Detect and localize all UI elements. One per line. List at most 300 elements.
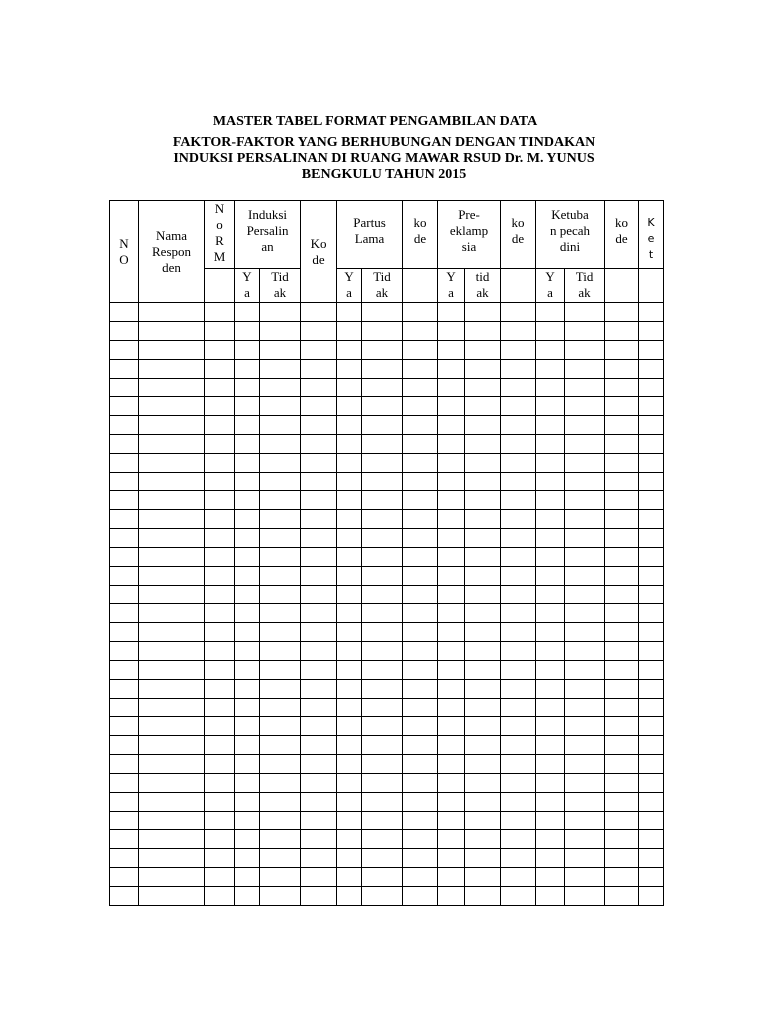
table-cell — [139, 830, 205, 849]
table-row — [110, 604, 664, 623]
table-cell — [536, 303, 565, 322]
table-cell — [536, 585, 565, 604]
table-cell — [639, 585, 664, 604]
table-cell — [639, 491, 664, 510]
table-cell — [301, 566, 337, 585]
table-cell — [536, 660, 565, 679]
table-cell — [438, 868, 465, 887]
table-cell — [639, 604, 664, 623]
table-cell — [565, 397, 605, 416]
table-cell — [605, 303, 639, 322]
table-row — [110, 397, 664, 416]
table-cell — [536, 623, 565, 642]
table-cell — [337, 755, 362, 774]
table-cell — [605, 435, 639, 454]
table-cell — [260, 886, 301, 905]
table-cell — [139, 811, 205, 830]
table-cell — [438, 359, 465, 378]
table-cell — [438, 830, 465, 849]
table-cell — [260, 378, 301, 397]
table-cell — [536, 604, 565, 623]
subheader-partus-tidak: Tid ak — [362, 269, 403, 303]
table-cell — [260, 566, 301, 585]
table-cell — [260, 529, 301, 548]
header-ketuban-pecah-dini: Ketuba n pecah dini — [536, 201, 605, 269]
table-cell — [565, 435, 605, 454]
table-cell — [301, 886, 337, 905]
table-cell — [301, 660, 337, 679]
table-cell — [438, 529, 465, 548]
table-cell — [110, 322, 139, 341]
table-cell — [501, 623, 536, 642]
header-nama-responden: Nama Respon den — [139, 201, 205, 303]
table-cell — [501, 773, 536, 792]
table-cell — [260, 773, 301, 792]
table-cell — [536, 755, 565, 774]
title-line-3: INDUKSI PERSALINAN DI RUANG MAWAR RSUD Dr. M. YUNUS — [173, 151, 595, 166]
table-row — [110, 698, 664, 717]
table-cell — [639, 340, 664, 359]
table-cell — [605, 340, 639, 359]
table-cell — [139, 642, 205, 661]
table-cell — [501, 303, 536, 322]
table-cell — [205, 604, 235, 623]
table-cell — [301, 698, 337, 717]
table-cell — [235, 830, 260, 849]
table-cell — [403, 340, 438, 359]
table-cell — [438, 397, 465, 416]
table-row — [110, 623, 664, 642]
table-cell — [605, 811, 639, 830]
table-cell — [139, 717, 205, 736]
table-cell — [438, 623, 465, 642]
table-cell — [362, 604, 403, 623]
table-cell — [110, 397, 139, 416]
table-cell — [639, 623, 664, 642]
table-row — [110, 773, 664, 792]
table-cell — [501, 359, 536, 378]
table-cell — [438, 811, 465, 830]
table-cell — [501, 717, 536, 736]
table-cell — [605, 378, 639, 397]
table-cell — [301, 472, 337, 491]
table-cell — [205, 340, 235, 359]
table-cell — [501, 435, 536, 454]
table-cell — [260, 303, 301, 322]
table-cell — [362, 642, 403, 661]
table-row — [110, 660, 664, 679]
table-cell — [565, 453, 605, 472]
table-cell — [501, 340, 536, 359]
table-cell — [205, 660, 235, 679]
table-cell — [639, 359, 664, 378]
header-no: N O — [110, 201, 139, 303]
header-induksi-persalinan: Induksi Persalin an — [235, 201, 301, 269]
table-cell — [110, 660, 139, 679]
title-line-2: FAKTOR-FAKTOR YANG BERHUBUNGAN DENGAN TINDAKAN — [172, 135, 596, 150]
table-cell — [139, 773, 205, 792]
subheader-kode-4-blank — [605, 269, 639, 303]
table-cell — [139, 303, 205, 322]
table-cell — [565, 773, 605, 792]
table-cell — [403, 792, 438, 811]
table-cell — [110, 623, 139, 642]
table-cell — [501, 491, 536, 510]
table-cell — [301, 510, 337, 529]
table-cell — [465, 698, 501, 717]
table-cell — [301, 585, 337, 604]
table-row — [110, 679, 664, 698]
subheader-kode-3-blank — [501, 269, 536, 303]
table-cell — [465, 811, 501, 830]
table-cell — [438, 416, 465, 435]
table-cell — [465, 849, 501, 868]
table-cell — [565, 340, 605, 359]
table-cell — [205, 397, 235, 416]
table-cell — [235, 849, 260, 868]
table-cell — [403, 378, 438, 397]
table-cell — [403, 397, 438, 416]
table-cell — [465, 453, 501, 472]
table-cell — [501, 868, 536, 887]
table-cell — [337, 510, 362, 529]
table-cell — [605, 868, 639, 887]
table-cell — [139, 472, 205, 491]
table-cell — [438, 585, 465, 604]
table-cell — [465, 378, 501, 397]
table-cell — [605, 491, 639, 510]
table-cell — [362, 660, 403, 679]
table-cell — [536, 340, 565, 359]
header-kode-1: Ko de — [301, 201, 337, 303]
subheader-preeklampsia-ya: Y a — [438, 269, 465, 303]
table-cell — [536, 529, 565, 548]
table-cell — [403, 510, 438, 529]
table-cell — [362, 491, 403, 510]
table-cell — [438, 886, 465, 905]
table-cell — [301, 623, 337, 642]
table-cell — [235, 453, 260, 472]
table-cell — [465, 397, 501, 416]
table-cell — [139, 435, 205, 454]
table-cell — [605, 623, 639, 642]
table-cell — [501, 547, 536, 566]
table-cell — [205, 472, 235, 491]
table-cell — [536, 435, 565, 454]
table-cell — [139, 453, 205, 472]
title-line-4: BENGKULU TAHUN 2015 — [301, 167, 467, 182]
table-row — [110, 340, 664, 359]
table-cell — [403, 698, 438, 717]
table-cell — [536, 472, 565, 491]
table-cell — [260, 736, 301, 755]
table-cell — [438, 679, 465, 698]
table-cell — [605, 359, 639, 378]
table-cell — [301, 378, 337, 397]
table-cell — [235, 529, 260, 548]
table-cell — [403, 453, 438, 472]
table-cell — [337, 453, 362, 472]
table-cell — [205, 322, 235, 341]
table-cell — [260, 491, 301, 510]
table-cell — [438, 547, 465, 566]
table-cell — [438, 322, 465, 341]
table-cell — [362, 472, 403, 491]
table-cell — [205, 773, 235, 792]
table-cell — [362, 755, 403, 774]
table-cell — [235, 491, 260, 510]
table-cell — [565, 359, 605, 378]
table-cell — [438, 849, 465, 868]
table-cell — [438, 755, 465, 774]
table-cell — [639, 322, 664, 341]
table-cell — [205, 755, 235, 774]
table-cell — [536, 773, 565, 792]
table-cell — [139, 868, 205, 887]
table-cell — [301, 397, 337, 416]
table-cell — [403, 322, 438, 341]
table-cell — [337, 566, 362, 585]
table-cell — [565, 529, 605, 548]
table-cell — [337, 340, 362, 359]
table-cell — [205, 378, 235, 397]
table-cell — [465, 416, 501, 435]
table-row — [110, 416, 664, 435]
table-cell — [605, 679, 639, 698]
subheader-ketuban-ya: Y a — [536, 269, 565, 303]
table-cell — [465, 886, 501, 905]
table-cell — [205, 303, 235, 322]
table-cell — [362, 529, 403, 548]
table-cell — [110, 378, 139, 397]
table-cell — [362, 510, 403, 529]
table-cell — [260, 698, 301, 717]
table-cell — [301, 491, 337, 510]
table-cell — [536, 359, 565, 378]
table-cell — [639, 755, 664, 774]
table-cell — [639, 642, 664, 661]
table-cell — [337, 773, 362, 792]
table-row — [110, 566, 664, 585]
table-cell — [301, 849, 337, 868]
table-cell — [337, 698, 362, 717]
table-cell — [362, 830, 403, 849]
table-cell — [403, 547, 438, 566]
table-cell — [565, 717, 605, 736]
table-cell — [465, 755, 501, 774]
table-cell — [110, 472, 139, 491]
header-kode-2: ko de — [403, 201, 438, 269]
table-cell — [565, 698, 605, 717]
table-cell — [362, 736, 403, 755]
table-cell — [501, 397, 536, 416]
table-cell — [260, 642, 301, 661]
table-cell — [337, 642, 362, 661]
table-cell — [605, 792, 639, 811]
table-row — [110, 792, 664, 811]
table-cell — [235, 510, 260, 529]
table-cell — [362, 698, 403, 717]
table-cell — [362, 359, 403, 378]
table-cell — [501, 510, 536, 529]
table-cell — [438, 736, 465, 755]
table-cell — [465, 792, 501, 811]
table-cell — [565, 491, 605, 510]
table-cell — [110, 303, 139, 322]
table-cell — [403, 604, 438, 623]
table-cell — [337, 303, 362, 322]
table-cell — [235, 604, 260, 623]
table-cell — [139, 547, 205, 566]
table-cell — [337, 886, 362, 905]
table-cell — [205, 585, 235, 604]
table-cell — [639, 397, 664, 416]
table-cell — [205, 416, 235, 435]
table-cell — [110, 868, 139, 887]
table-cell — [205, 717, 235, 736]
table-cell — [110, 604, 139, 623]
table-cell — [110, 811, 139, 830]
table-cell — [110, 679, 139, 698]
table-cell — [605, 529, 639, 548]
table-cell — [565, 755, 605, 774]
table-cell — [403, 642, 438, 661]
table-cell — [565, 679, 605, 698]
table-cell — [605, 472, 639, 491]
table-cell — [403, 886, 438, 905]
table-cell — [605, 566, 639, 585]
table-cell — [362, 886, 403, 905]
table-cell — [260, 717, 301, 736]
table-cell — [438, 453, 465, 472]
table-cell — [565, 792, 605, 811]
table-cell — [501, 642, 536, 661]
table-cell — [403, 491, 438, 510]
table-row — [110, 585, 664, 604]
table-cell — [235, 623, 260, 642]
table-cell — [235, 736, 260, 755]
table-cell — [605, 322, 639, 341]
table-cell — [465, 717, 501, 736]
table-cell — [205, 642, 235, 661]
table-cell — [110, 547, 139, 566]
table-cell — [501, 660, 536, 679]
table-cell — [605, 642, 639, 661]
table-cell — [536, 886, 565, 905]
table-cell — [605, 736, 639, 755]
table-cell — [139, 679, 205, 698]
table-row — [110, 811, 664, 830]
table-cell — [235, 340, 260, 359]
table-cell — [110, 755, 139, 774]
table-cell — [362, 322, 403, 341]
table-cell — [501, 698, 536, 717]
table-cell — [565, 510, 605, 529]
table-cell — [565, 378, 605, 397]
table-cell — [501, 811, 536, 830]
table-cell — [639, 510, 664, 529]
table-cell — [403, 660, 438, 679]
table-cell — [639, 566, 664, 585]
table-cell — [501, 566, 536, 585]
table-cell — [235, 472, 260, 491]
table-cell — [465, 566, 501, 585]
table-cell — [536, 698, 565, 717]
table-cell — [465, 359, 501, 378]
table-cell — [565, 849, 605, 868]
table-row — [110, 642, 664, 661]
table-cell — [605, 849, 639, 868]
table-cell — [260, 868, 301, 887]
table-cell — [110, 359, 139, 378]
table-row — [110, 886, 664, 905]
table-cell — [139, 322, 205, 341]
table-cell — [205, 849, 235, 868]
table-cell — [565, 303, 605, 322]
table-cell — [139, 340, 205, 359]
table-cell — [235, 679, 260, 698]
table-cell — [501, 585, 536, 604]
table-row — [110, 453, 664, 472]
table-cell — [235, 755, 260, 774]
table-cell — [139, 792, 205, 811]
table-cell — [235, 792, 260, 811]
table-cell — [301, 435, 337, 454]
table-row — [110, 491, 664, 510]
table-cell — [235, 585, 260, 604]
table-cell — [110, 717, 139, 736]
table-cell — [260, 435, 301, 454]
table-cell — [260, 585, 301, 604]
table-cell — [139, 755, 205, 774]
table-cell — [139, 566, 205, 585]
table-cell — [337, 792, 362, 811]
table-cell — [536, 736, 565, 755]
table-cell — [438, 792, 465, 811]
table-cell — [605, 698, 639, 717]
table-cell — [110, 529, 139, 548]
table-cell — [337, 529, 362, 548]
table-cell — [337, 679, 362, 698]
table-cell — [110, 642, 139, 661]
table-cell — [301, 453, 337, 472]
table-cell — [639, 679, 664, 698]
table-cell — [337, 397, 362, 416]
table-cell — [465, 491, 501, 510]
table-cell — [565, 830, 605, 849]
table-cell — [639, 868, 664, 887]
table-cell — [235, 868, 260, 887]
table-cell — [536, 416, 565, 435]
table-cell — [565, 642, 605, 661]
table-cell — [565, 547, 605, 566]
table-cell — [465, 868, 501, 887]
table-cell — [403, 773, 438, 792]
table-cell — [536, 378, 565, 397]
table-row — [110, 736, 664, 755]
table-cell — [337, 623, 362, 642]
table-cell — [205, 453, 235, 472]
table-cell — [536, 453, 565, 472]
table-cell — [337, 472, 362, 491]
table-cell — [362, 435, 403, 454]
master-table — [109, 200, 664, 906]
table-cell — [139, 660, 205, 679]
table-cell — [110, 849, 139, 868]
subheader-preeklampsia-tidak: tid ak — [465, 269, 501, 303]
table-cell — [139, 397, 205, 416]
table-cell — [605, 604, 639, 623]
